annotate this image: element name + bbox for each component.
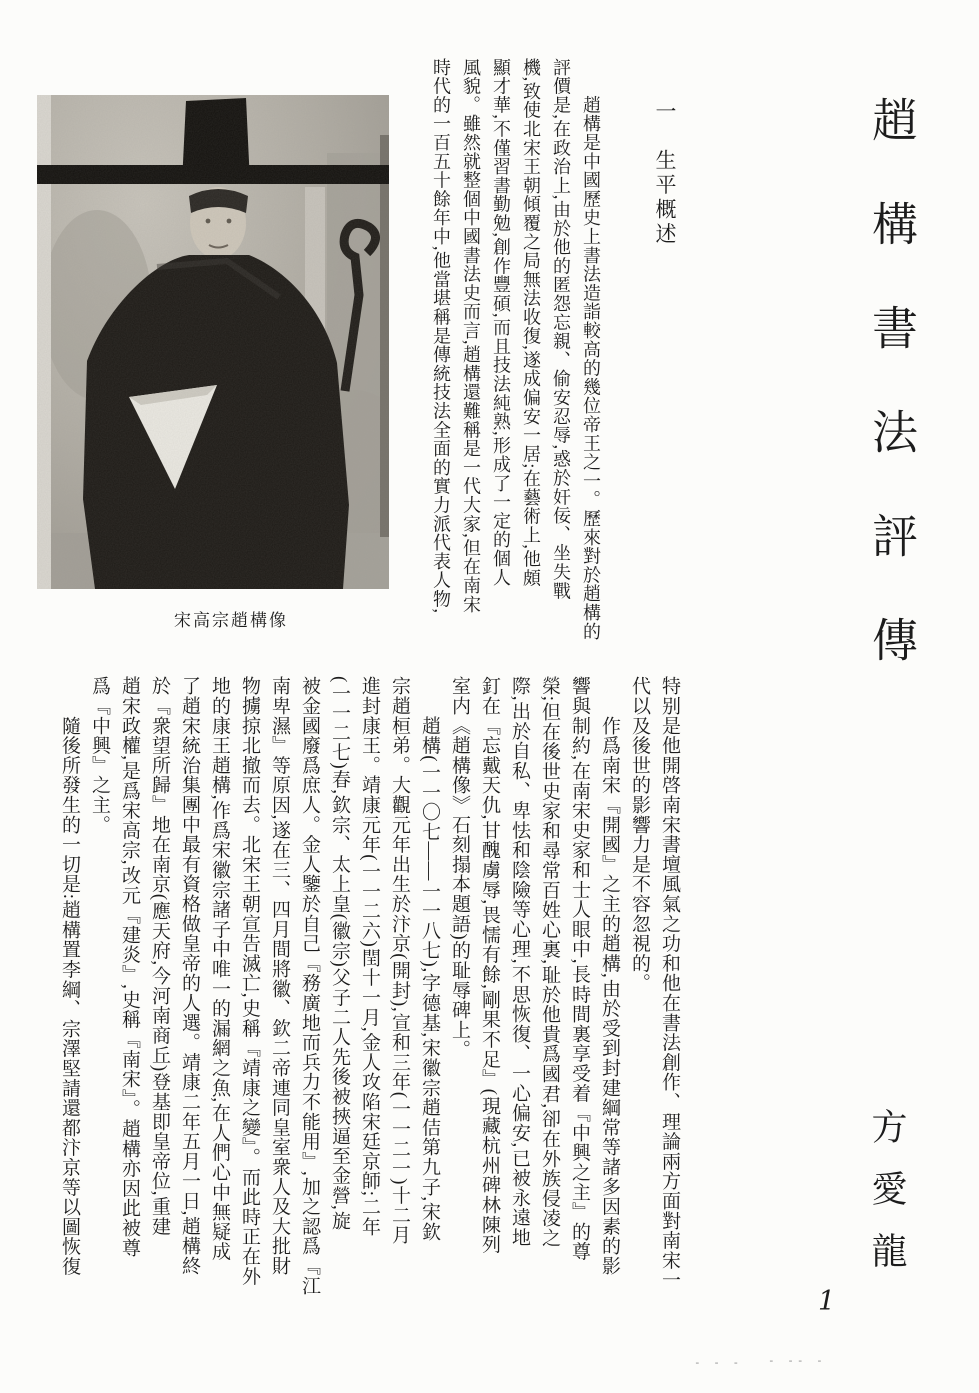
text-column: 機,致使北宋王朝傾覆之局無法收復,遂成偏安一居;在藝術上,他頗 bbox=[521, 58, 541, 588]
page-number: 1 bbox=[818, 1286, 836, 1317]
text-column: 進封康王。靖康元年(一一二六)閏十一月,金人攻陷宋廷京師;二年 bbox=[359, 676, 380, 1237]
text-column: 時代的一百五十餘年中,他當堪稱是傳統技法全面的實力派代表人物, bbox=[431, 58, 451, 614]
text-column: 榮;但在後世史家和尋常百姓心裏,耻於他貴爲國君,卻在外族侵凌之 bbox=[539, 676, 560, 1248]
scan-artifact: - - - bbox=[694, 1356, 743, 1369]
text-column: 趙宋政權,是爲宋高宗,改元『建炎』,史稱『南宋』。趙構亦因此被尊 bbox=[119, 676, 140, 1258]
scan-artifact: - -- - bbox=[768, 1354, 826, 1367]
text-column: 顯才華,不僅習書勤勉,創作豐碩,而且技法純熟,形成了一定的個人 bbox=[491, 58, 511, 587]
section-heading: 一 生平概述 bbox=[653, 100, 677, 247]
main-text-block bbox=[54, 676, 684, 1304]
text-column: 爲『中興』之主。 bbox=[89, 676, 110, 835]
text-column: 南卑濕』等原因,遂在三、四月間將徽、欽二帝連同皇室衆人及大批財 bbox=[269, 676, 290, 1276]
text-column: (一一二七)春,欽宗、太上皇(徽宗)父子二人先後被挾逼至金營,旋 bbox=[329, 676, 350, 1231]
text-column: 釘在『忘戴天仇,甘醜虜辱,畏懦有餘,剛果不足』(現藏杭州碑林陳列 bbox=[479, 676, 500, 1255]
text-column: 了趙宋統治集團中最有資格做皇帝的人選。靖康二年五月一日,趙構終 bbox=[179, 676, 200, 1276]
text-column: 地的康王趙構,作爲宋徽宗諸子中唯一的漏網之魚,在人們心中無疑成 bbox=[209, 676, 230, 1262]
text-column: 作爲南宋『開國』之主的趙構,由於受到封建綱常等諸多因素的影 bbox=[599, 676, 620, 1276]
text-column: 物擄掠北撤而去。北宋王朝宣告滅亡,史稱『靖康之變』。而此時正在外 bbox=[239, 676, 260, 1286]
text-column: 評價是,在政治上,由於他的匿怨忘親、偷安忍辱,惑於奸佞、坐失戰 bbox=[551, 58, 571, 601]
text-column: 宗趙桓弟。大觀元年出生於汴京(開封),宣和三年(一一二一)十二月 bbox=[389, 676, 410, 1245]
text-column: 響與制約,在南宋史家和士人眼中,長時間裏享受着『中興之主』的尊 bbox=[569, 676, 590, 1262]
intro-paragraph-block bbox=[426, 58, 606, 654]
emperor-portrait-image bbox=[37, 95, 389, 589]
text-column: 際,出於自私、卑怯和陰險等心理,不思恢復、一心偏安,已被永遠地 bbox=[509, 676, 530, 1248]
author-name: 方愛龍 bbox=[867, 1108, 907, 1294]
text-column: 代以及後世的影響力是不容忽視的。 bbox=[629, 676, 650, 993]
text-column: 室内《趙構像》石刻搨本題語)的耻辱碑上。 bbox=[449, 676, 470, 1060]
text-column: 於『衆望所歸』地在南京(應天府,今河南商丘)登基即皇帝位,重建 bbox=[149, 676, 170, 1236]
text-column: 隨後所發生的一切是:趙構置李綱、宗澤堅請還都汴京等以圖恢復 bbox=[59, 676, 80, 1277]
book-title: 趙構書法評傳 bbox=[866, 96, 917, 720]
text-column: 特别是他開啓南宋書壇風氣之功和他在書法創作、理論兩方面對南宋一 bbox=[659, 676, 680, 1290]
portrait-caption: 宋高宗趙構像 bbox=[174, 611, 288, 630]
text-column: 風貌。雖然就整個中國書法史而言,趙構還難稱是一代大家,但在南宋 bbox=[461, 58, 481, 614]
portrait-figure bbox=[37, 95, 389, 589]
text-column: 趙構是中國歷史上書法造詣較高的幾位帝王之一。歷來對於趙構的 bbox=[581, 58, 601, 641]
text-column: 趙構(一一〇七——一一八七),字德基,宋徽宗趙佶第九子,宋欽 bbox=[419, 676, 440, 1242]
text-column: 被金國廢爲庶人。金人鑒於自己『務廣地而兵力不能用』,加之認爲『江 bbox=[299, 676, 320, 1296]
